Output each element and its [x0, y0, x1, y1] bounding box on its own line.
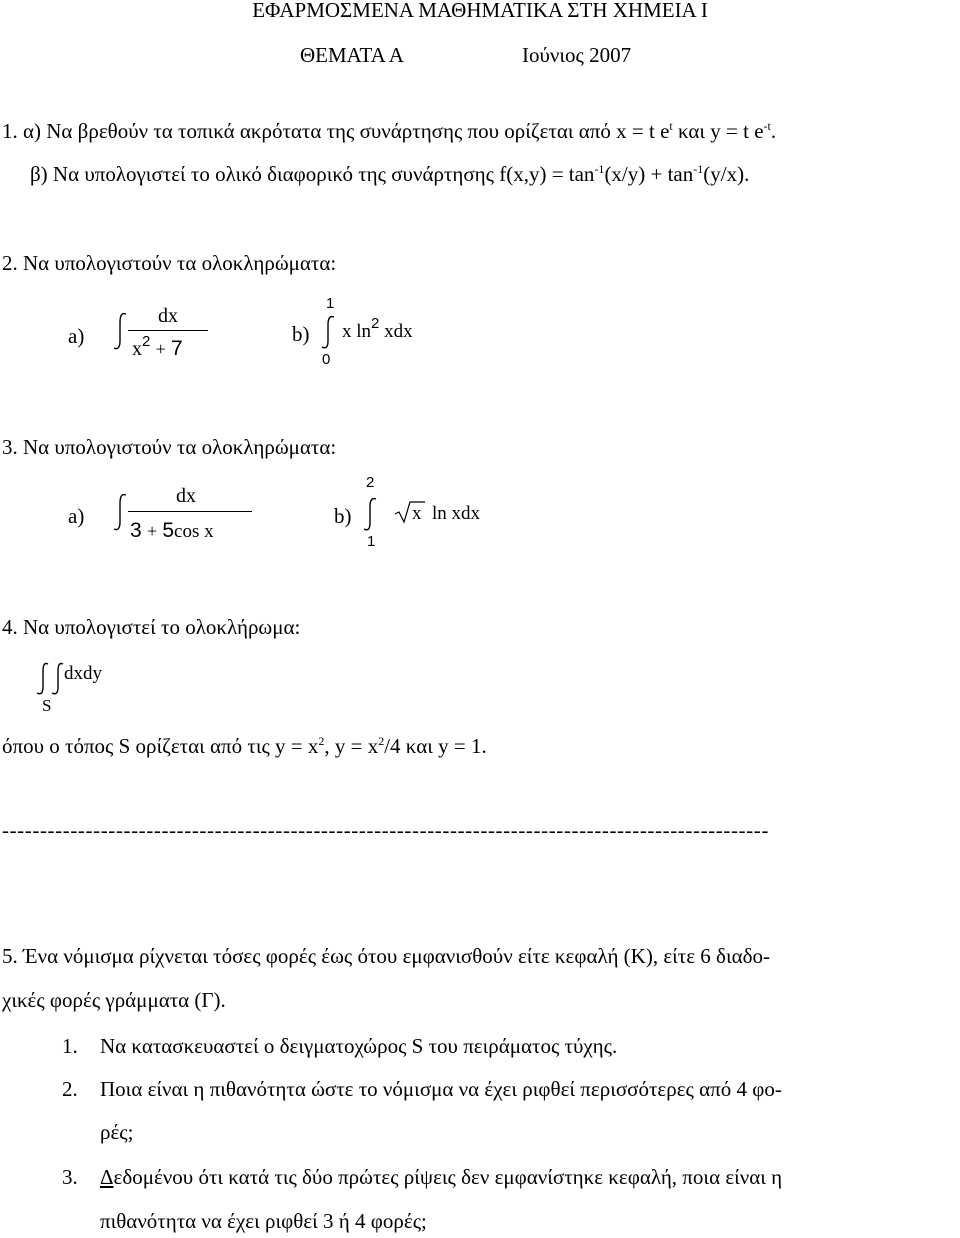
problem-1b: [30, 164, 749, 185]
problem-4-cond-sup2: 2: [378, 734, 385, 748]
integral-sign-2a: [112, 311, 130, 351]
problem-2b-rest: xdx: [384, 321, 413, 342]
problem-5-item-3-num: 3.: [62, 1165, 78, 1189]
integral-sign-2b: [320, 314, 338, 350]
problem-1a: [2, 121, 776, 142]
problem-4-cond-sup1: 2: [318, 734, 325, 748]
problem-5-item-1-text: Να κατασκευαστεί ο δειγματοχώρος S του πειράματος τύχης.: [100, 1034, 618, 1058]
problem-3a-label: a): [68, 504, 85, 528]
problem-3b-upper-limit: 2: [366, 474, 375, 491]
problem-4-region: S: [42, 696, 52, 715]
problem-3b-rest: ln xdx: [432, 503, 481, 524]
problem-3-heading: 3. Να υπολογιστούν τα ολοκληρώματα:: [2, 435, 337, 459]
problem-5-line1: 5. Ένα νόμισμα ρίχνεται τόσες φορές έως ότου εμφανισθούν είτε κεφαλή (Κ), είτε 6 διαδο-: [2, 944, 770, 968]
subject-label: ΘΕΜΑΤΑ Α: [300, 43, 404, 67]
section-separator: -----------------------------------------------------------------------------------------------------: [2, 820, 769, 841]
problem-3b-lower-limit: 1: [367, 533, 376, 550]
problem-2b-exp: 2: [371, 315, 380, 332]
problem-5-item-2-num: 2.: [62, 1077, 78, 1101]
problem-3a-den-3: 3: [130, 519, 142, 542]
problem-4-cond-text: όπου ο τόπος S ορίζεται από τις y = x: [2, 734, 319, 758]
problem-1a-sup-minus-t: -t: [763, 119, 771, 133]
problem-1b-sup-1: -1: [594, 162, 605, 176]
integral-sign-3b: [362, 496, 380, 532]
problem-3b-sqrt-arg: x: [412, 503, 422, 524]
problem-1b-text: β) Να υπολογιστεί το ολικό διαφορικό της συνάρτησης f(x,y) = tan: [30, 162, 595, 186]
problem-2a-numerator: dx: [158, 305, 178, 327]
problem-4-cond-end: /4 και y = 1.: [384, 734, 487, 758]
problem-5-item-3-cont: πιθανότητα να έχει ριφθεί 3 ή 4 φορές;: [100, 1209, 427, 1233]
problem-1a-text: 1. α) Να βρεθούν τα τοπικά ακρότατα της συνάρτησης που ορίζεται από x = t e: [2, 119, 670, 143]
problem-3a-den-5: 5: [162, 519, 175, 542]
problem-5-item-3-rest: εδομένου ότι κατά τις δύο πρώτες ρίψεις δεν εμφανίστηκε κεφαλή, ποια είναι η: [113, 1165, 783, 1189]
page-title: ΕΦΑΡΜΟΣΜΕΝΑ ΜΑΘΗΜΑΤΙΚΑ ΣΤΗ ΧΗΜΕΙΑ Ι: [252, 0, 708, 22]
problem-5-line2: χικές φορές γράμματα (Γ).: [2, 988, 226, 1012]
problem-2a-fraction-bar: [128, 330, 208, 331]
problem-2a-den-const: 7: [171, 337, 183, 360]
exam-date: Ιούνιος 2007: [522, 43, 632, 67]
problem-1b-end: (y/x).: [703, 162, 750, 186]
problem-2b-label: b): [292, 322, 310, 346]
problem-2-heading: 2. Να υπολογιστούν τα ολοκληρώματα:: [2, 251, 337, 275]
problem-2b-upper-limit: 1: [326, 295, 335, 312]
problem-5-item-2-cont: ρές;: [100, 1120, 134, 1144]
problem-4-heading: 4. Να υπολογιστεί το ολοκλήρωμα:: [2, 615, 301, 639]
problem-1a-mid: και y = t e: [672, 119, 764, 143]
problem-3a-denominator: [130, 520, 214, 541]
problem-2b-ln: ln: [356, 321, 372, 342]
problem-2a-den-exp: 2: [142, 333, 151, 350]
problem-2b-integrand: [342, 315, 413, 342]
problem-3a-numerator: dx: [176, 485, 196, 507]
problem-5-item-3-first-char: Δ: [100, 1165, 114, 1189]
problem-2b-x: x: [342, 321, 352, 342]
problem-1b-mid: (x/y) + tan: [604, 162, 694, 186]
problem-2a-denominator: [132, 333, 183, 360]
problem-1b-sup-2: -1: [693, 162, 704, 176]
problem-5-item-3-text: [100, 1167, 782, 1188]
problem-5-item-2-text: Ποια είναι η πιθανότητα ώστε το νόμισμα να έχει ριφθεί περισσότερες από 4 φο-: [100, 1077, 782, 1101]
problem-4-integrand: dxdy: [64, 663, 102, 684]
integral-sign-3a: [112, 492, 130, 532]
problem-4-cond-mid: , y = x: [324, 734, 379, 758]
problem-2b-lower-limit: 0: [322, 351, 331, 368]
problem-1a-sup-t: t: [669, 119, 673, 133]
problem-3a-fraction-bar: [128, 511, 252, 512]
problem-2a-label: a): [68, 324, 85, 348]
problem-3a-den-cos: cos x: [174, 521, 214, 542]
problem-2a-den-plus: +: [155, 339, 166, 359]
problem-3a-den-plus: +: [146, 521, 158, 541]
problem-3b-label: b): [334, 504, 352, 528]
double-integral-icon: [36, 661, 66, 697]
problem-5-item-1-num: 1.: [62, 1034, 78, 1058]
problem-2a-den-x: x: [132, 338, 142, 360]
problem-4-condition: [2, 736, 487, 757]
problem-1a-end: .: [770, 119, 777, 143]
